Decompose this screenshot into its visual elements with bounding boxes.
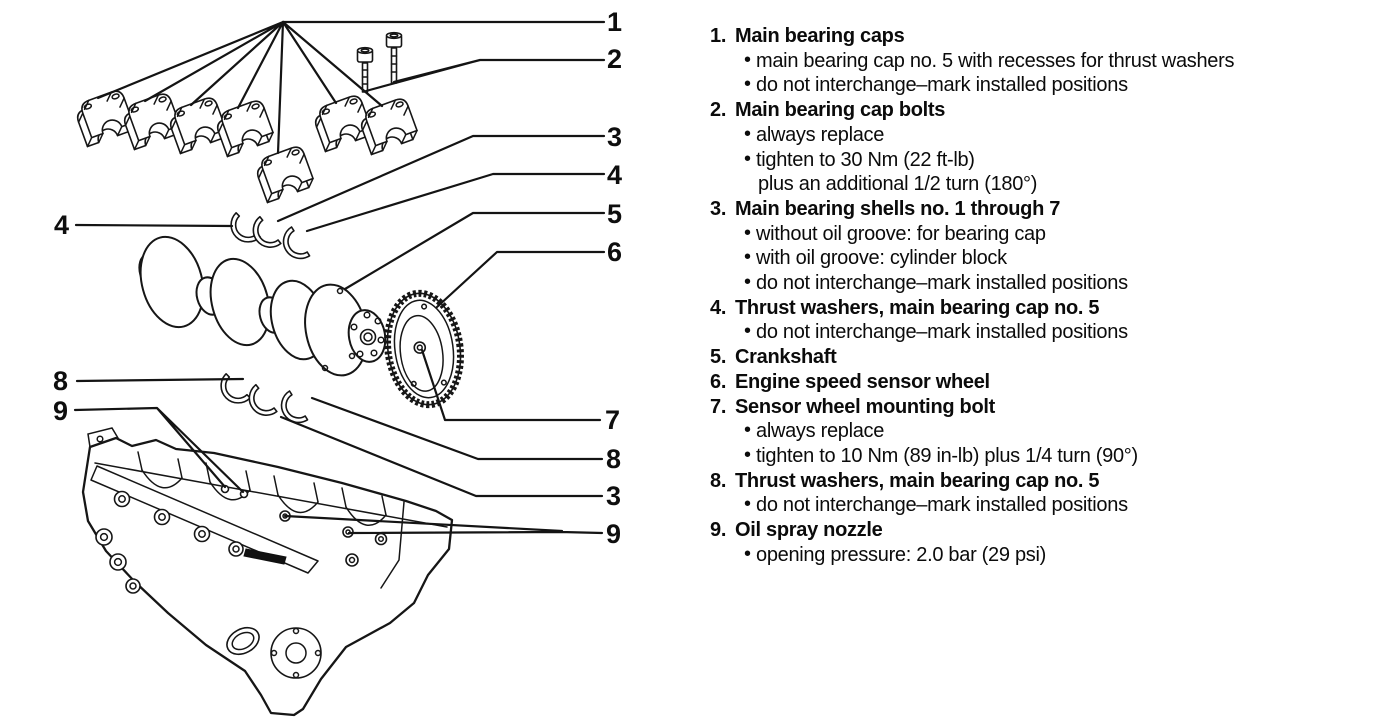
legend-detail: • tighten to 30 Nm (22 ft-lb) (710, 148, 1372, 173)
legend-item-3 (710, 197, 1372, 296)
callout-8: 8 (606, 444, 621, 474)
sensor-wheel-mounting-bolt (414, 341, 426, 353)
legend-item-number: 5. (710, 346, 727, 369)
bearing-cap-no5 (253, 145, 316, 203)
legend-detail: • do not interchange–mark installed positions (710, 73, 1372, 98)
legend-detail: • do not interchange–mark installed positions (710, 320, 1372, 345)
legend-item-number: 9. (710, 519, 727, 542)
legend-item-title: Oil spray nozzle (735, 519, 883, 542)
bearing-shells-upper (224, 213, 309, 265)
legend-item-6 (710, 370, 1372, 395)
crankshaft (131, 230, 389, 381)
legend-item-1 (710, 24, 1372, 98)
legend-item-8 (710, 469, 1372, 518)
legend-item-9 (710, 518, 1372, 567)
bearing-cap (213, 99, 276, 157)
legend-item-title: Engine speed sensor wheel (735, 370, 990, 393)
callout-1: 1 (607, 7, 622, 37)
legend-item-title: Thrust washers, main bearing cap no. 5 (735, 296, 1100, 319)
legend-item-2 (710, 98, 1372, 197)
legend-detail: • tighten to 10 Nm (89 in-lb) plus 1/4 turn (90°) (710, 444, 1372, 469)
legend-detail: • opening pressure: 2.0 bar (29 psi) (710, 543, 1372, 568)
bearing-shell (247, 217, 281, 254)
legend-item-number: 3. (710, 197, 727, 220)
callout-4: 4 (607, 160, 622, 190)
legend-item-title: Main bearing caps (735, 25, 905, 47)
callout-4-left: 4 (54, 210, 69, 240)
legend-detail: • with oil groove: cylinder block (710, 246, 1372, 271)
legend-item-number: 1. (710, 25, 727, 47)
bearing-cap (357, 97, 420, 155)
callout-9: 9 (606, 519, 621, 549)
legend-item-title: Main bearing cap bolts (735, 99, 946, 122)
legend-item-4 (710, 296, 1372, 345)
rear-seal-flange (271, 628, 321, 678)
main-bearing-caps (73, 89, 420, 203)
legend-item-title: Thrust washers, main bearing cap no. 5 (735, 469, 1100, 492)
legend-detail: • without oil groove: for bearing cap (710, 222, 1372, 247)
thrust-washer (275, 391, 307, 429)
legend-item-7 (710, 395, 1372, 469)
legend-item-title: Sensor wheel mounting bolt (735, 395, 995, 418)
legend-item-5 (710, 345, 1372, 370)
legend-item-number: 8. (710, 469, 727, 492)
callout-3: 3 (607, 122, 622, 152)
callout-7: 7 (605, 405, 620, 435)
engine-block (83, 428, 452, 715)
legend-item-title: Main bearing shells no. 1 through 7 (735, 197, 1061, 220)
legend (710, 24, 1372, 567)
callout-6: 6 (607, 237, 622, 267)
engine-speed-sensor-wheel (381, 289, 468, 410)
legend-item-number: 6. (710, 370, 727, 393)
callout-8-left: 8 (53, 366, 68, 396)
legend-item-number: 4. (710, 296, 727, 319)
callout-9-left: 9 (53, 396, 68, 426)
cap-bolt (358, 48, 373, 92)
bearing-shells-lower (214, 374, 307, 429)
legend-detail: • do not interchange–mark installed positions (710, 493, 1372, 518)
legend-detail: • always replace (710, 123, 1372, 148)
legend-item-title: Crankshaft (735, 346, 837, 369)
callout-2: 2 (607, 44, 622, 74)
legend-detail-continuation: plus an additional 1/2 turn (180°) (758, 173, 1038, 196)
callout-3b: 3 (606, 481, 621, 511)
legend-item-number: 2. (710, 99, 727, 122)
legend-detail: • always replace (710, 419, 1372, 444)
bearing-shell (243, 385, 277, 422)
callout-5: 5 (607, 199, 622, 229)
legend-item-number: 7. (710, 395, 727, 418)
legend-detail: • do not interchange–mark installed positions (710, 271, 1372, 296)
cap-bolt (387, 33, 402, 83)
thrust-washer (277, 227, 309, 265)
legend-detail: • main bearing cap no. 5 with recesses for thrust washers (710, 49, 1372, 74)
